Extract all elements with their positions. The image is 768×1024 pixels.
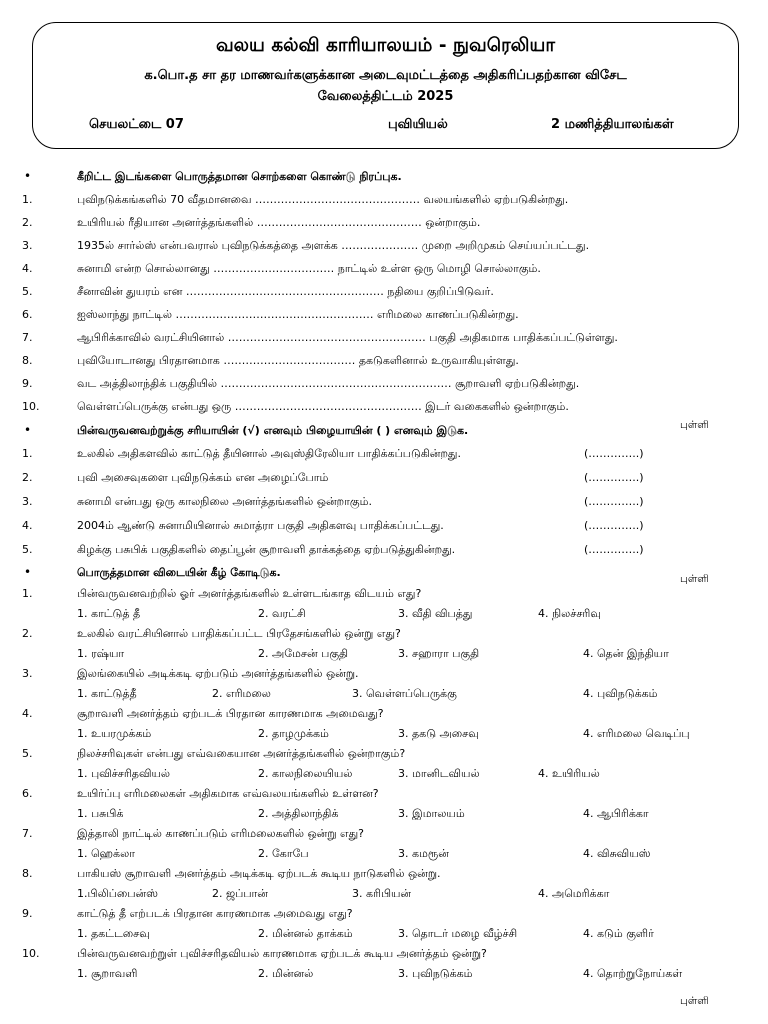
mcq-options (0, 607, 768, 627)
item-number: 2. (22, 216, 33, 229)
option[interactable]: 2. எரிமலை (212, 687, 271, 700)
option[interactable]: 4. நிலச்சரிவு (538, 607, 601, 620)
item-text: உயிரியல் ரீதியான அனர்த்தங்களில் ……………………………………… ஒன்றாகும். (77, 216, 481, 229)
option[interactable]: 4. அமெரிக்கா (538, 887, 610, 900)
mcq-options (0, 887, 768, 907)
section2-instruction: பின்வருவனவற்றுக்கு சரியாயின் (√) எனவும் பிழையாயின் ( ) எனவும் இடுக. (77, 424, 469, 437)
mcq-question (0, 747, 768, 767)
fill-item (0, 262, 768, 282)
option[interactable]: 3. இமாலயம் (398, 807, 465, 820)
item-text: உலகில் அதிகளவில் காட்டுத் தீயினால் அவுஸ்திரேலியா பாதிக்கப்படுகின்றது. (77, 447, 461, 460)
fill-item (0, 308, 768, 328)
question-text: இத்தாலி நாட்டில் காணப்படும் எரிமலைகளில் ஒன்று எது? (77, 827, 364, 840)
item-text: வட அத்திலாந்திக் பகுதியில் ……………………………………………………… சூறாவளி ஏற்படுகின்றது. (77, 377, 580, 390)
item-number: 7. (22, 331, 33, 344)
option[interactable]: 3. சஹாரா பகுதி (398, 647, 480, 660)
mcq-options (0, 647, 768, 667)
question-text: பின்வருவனவற்றில் ஓர் அனர்த்தங்களில் உள்ளடங்காத விடயம் எது? (77, 587, 422, 600)
option[interactable]: 3. தொடர் மழை வீழ்ச்சி (398, 927, 518, 940)
question-text: காட்டுத் தீ எற்படக் பிரதான காரணமாக அமைவது எது? (77, 907, 353, 920)
section1-heading (0, 170, 768, 190)
truefalse-item (0, 543, 768, 563)
mcq-question (0, 667, 768, 687)
item-number: 2. (22, 471, 33, 484)
option[interactable]: 4. விசுவியஸ் (583, 847, 651, 860)
option[interactable]: 2. மின்னல் தாக்கம் (258, 927, 353, 940)
subtitle-line-1: க.பொ.த சா தர மாணவர்களுக்கான அடைவுமட்டத்தை அதிகரிப்பதற்கான விசேட (144, 68, 627, 83)
question-number: 10. (22, 947, 40, 960)
section2-heading (0, 419, 768, 444)
mcq-options (0, 847, 768, 867)
option[interactable]: 4. புவிநடுக்கம் (583, 687, 658, 700)
item-text: புவிநடுக்கங்களில் 70 வீதமானவை ……………………………………… வலயங்களில் ஏற்படுகின்றது. (77, 193, 569, 206)
item-text: சுனாமி என்ற சொல்லானது …………………………… நாட்டில் உள்ள ஒரு மொழி சொல்லாகும். (77, 262, 541, 275)
option[interactable]: 2. கோபே (258, 847, 309, 860)
option[interactable]: 2. தாழமுக்கம் (258, 727, 329, 740)
mcq-question (0, 827, 768, 847)
question-number: 6. (22, 787, 33, 800)
item-text: சுனாமி என்பது ஒரு காலநிலை அனர்த்தங்களில் ஒன்றாகும். (77, 495, 372, 508)
mcq-question (0, 947, 768, 967)
question-text: சூறாவளி அனர்த்தம் ஏற்படக் பிரதான காரணமாக அமைவது? (77, 707, 384, 720)
option[interactable]: 2. ஜப்பான் (212, 887, 268, 900)
marks-label: புள்ளி (680, 573, 709, 585)
option[interactable]: 4. கடும் குளிர் (583, 927, 654, 940)
item-number: 1. (22, 193, 33, 206)
mcq-options (0, 927, 768, 947)
item-number: 9. (22, 377, 33, 390)
question-number: 4. (22, 707, 33, 720)
activity-label: செயலட்டை 07 (89, 117, 184, 132)
item-number: 3. (22, 239, 33, 252)
question-number: 5. (22, 747, 33, 760)
question-text: பின்வருவனவற்றுள் புவிச்சரிதவியல் காரணமாக ஏற்படக் கூடிய அனர்த்தம் ஒன்று? (77, 947, 487, 960)
option[interactable]: 3. கமரூன் (398, 847, 449, 860)
truefalse-item (0, 447, 768, 467)
option[interactable]: 1. காட்டுத்தீ (77, 687, 137, 700)
option[interactable]: 4. தென் இந்தியா (583, 647, 669, 660)
truefalse-item (0, 495, 768, 515)
question-number: 1. (22, 587, 33, 600)
item-text: கிழக்கு பசுபிக் பகுதிகளில் தைப்பூன் சூறாவளி தாக்கத்தை ஏற்படுத்துகின்றது. (77, 543, 456, 556)
mcq-options (0, 687, 768, 707)
truefalse-item (0, 471, 768, 491)
page-title: வலய கல்வி காரியாலயம் - நுவரெலியா (215, 35, 556, 56)
fill-item (0, 285, 768, 305)
question-text: உலகில் வரட்சியினால் பாதிக்கப்பட்ட பிரதேசங்களில் ஒன்று எது? (77, 627, 401, 640)
option[interactable]: 1. ரஷ்யா (77, 647, 125, 660)
option[interactable]: 1. ஹெக்லா (77, 847, 135, 860)
option[interactable]: 1. காட்டுத் தீ (77, 607, 141, 620)
option[interactable]: 3. மானிடவியல் (398, 767, 480, 780)
answer-blank[interactable]: (…………..) (584, 495, 644, 508)
bullet-icon: • (24, 423, 32, 437)
item-number: 8. (22, 354, 33, 367)
item-text: 1935ல் சார்ல்ஸ் என்பவரால் புவிநடுக்கத்தை அளக்க ………………… முறை அறிமுகம் செய்யப்பட்டது. (77, 239, 590, 252)
item-text: புவியோடானது பிரதானமாக ……………………………… தகடுகளினால் உருவாகியுள்ளது. (77, 354, 519, 367)
truefalse-item (0, 519, 768, 539)
question-number: 9. (22, 907, 33, 920)
item-number: 3. (22, 495, 33, 508)
question-text: இலங்கையில் அடிக்கடி ஏற்படும் அனர்த்தங்களில் ஒன்று. (77, 667, 359, 680)
item-text: சீனாவின் துயரம் என ……………………………………………… நதியை குறிப்பிடுவர். (77, 285, 494, 298)
item-text: புவி அசைவுகளை புவிநடுக்கம் என அழைப்போம் (77, 471, 329, 484)
fill-item (0, 354, 768, 374)
mcq-options (0, 727, 768, 747)
item-text: ஆபிரிக்காவில் வரட்சியினால் ……………………………………………… பகுதி அதிகமாக பாதிக்கப்பட்டுள்ளது. (77, 331, 618, 344)
question-number: 3. (22, 667, 33, 680)
option[interactable]: 3. வெள்ளப்பெருக்கு (352, 687, 457, 700)
duration-label: 2 மணித்தியாலங்கள் (551, 117, 674, 132)
header-box (32, 22, 739, 149)
option[interactable]: 1.பிலிப்பைன்ஸ் (77, 887, 158, 900)
answer-blank[interactable]: (…………..) (584, 543, 644, 556)
fill-item (0, 216, 768, 236)
item-number: 5. (22, 285, 33, 298)
option[interactable]: 2. வரட்சி (258, 607, 306, 620)
fill-item (0, 239, 768, 259)
option[interactable]: 2. மின்னல் (258, 967, 314, 980)
mcq-options (0, 967, 768, 987)
mcq-question (0, 627, 768, 647)
mcq-question (0, 787, 768, 807)
subject-label: புவியியல் (388, 117, 448, 132)
item-number: 4. (22, 519, 33, 532)
option[interactable]: 1. உயரமுக்கம் (77, 727, 152, 740)
option[interactable]: 3. கரிபியன் (352, 887, 412, 900)
question-number: 2. (22, 627, 33, 640)
section3-instruction: பொருத்தமான விடையின் கீழ் கோடிடுக. (77, 566, 281, 579)
option[interactable]: 3. தகடு அசைவு (398, 727, 479, 740)
option[interactable]: 1. தகட்டசைவு (77, 927, 150, 940)
option[interactable]: 1. பசுபிக் (77, 807, 124, 820)
fill-item (0, 331, 768, 351)
subtitle-line-2: வேலைத்திட்டம் 2025 (317, 89, 454, 104)
mcq-question (0, 867, 768, 887)
option[interactable]: 2. அமேசன் பகுதி (258, 647, 349, 660)
fill-item (0, 400, 768, 420)
bullet-icon: • (24, 565, 32, 579)
marks-label: புள்ளி (680, 995, 709, 1007)
item-number: 1. (22, 447, 33, 460)
mcq-options (0, 807, 768, 827)
section1-instruction: கீறிட்ட இடங்களை பொருத்தமான சொற்களை கொண்டு நிரப்புக. (77, 170, 402, 183)
option[interactable]: 4. தொற்றுநோய்கள் (583, 967, 683, 980)
footer-row (0, 995, 768, 1015)
mcq-options (0, 767, 768, 787)
item-text: வெள்ளப்பெருக்கு என்பது ஒரு …………………………………………… இடர் வகைகளில் ஒன்றாகும். (77, 400, 569, 413)
option[interactable]: 3. வீதி விபத்து (398, 607, 473, 620)
item-text: ஐஸ்லாந்து நாட்டில் ……………………………………………… எரிமலை காணப்படுகின்றது. (77, 308, 519, 321)
option[interactable]: 2. அத்திலாந்திக் (258, 807, 339, 820)
answer-blank[interactable]: (…………..) (584, 447, 644, 460)
option[interactable]: 2. காலநிலையியல் (258, 767, 353, 780)
item-number: 5. (22, 543, 33, 556)
fill-item (0, 377, 768, 397)
option[interactable]: 4. ஆபிரிக்கா (583, 807, 649, 820)
option[interactable]: 1. சூறாவளி (77, 967, 138, 980)
option[interactable]: 4. உயிரியல் (538, 767, 600, 780)
mcq-question (0, 707, 768, 727)
mcq-question (0, 587, 768, 607)
item-text: 2004ம் ஆண்டு சுனாமியினால் சுமாத்ரா பகுதி அதிகளவு பாதிக்கப்பட்டது. (77, 519, 444, 532)
mcq-question (0, 907, 768, 927)
question-text: பாகியஸ் சூறாவளி அனர்த்தம் அடிக்கடி ஏற்படக் கூடிய நாடுகளில் ஒன்று. (77, 867, 441, 880)
option[interactable]: 1. புவிச்சரிதவியல் (77, 767, 171, 780)
bullet-icon: • (24, 169, 32, 183)
fill-item (0, 193, 768, 213)
item-number: 10. (22, 400, 40, 413)
option[interactable]: 4. எரிமலை வெடிப்பு (583, 727, 690, 740)
question-text: உயிர்ப்பு எரிமலைகள் அதிகமாக எவ்வலயங்களில் உள்ளன? (77, 787, 379, 800)
marks-label: புள்ளி (680, 419, 709, 431)
question-number: 8. (22, 867, 33, 880)
item-number: 6. (22, 308, 33, 321)
question-number: 7. (22, 827, 33, 840)
section3-heading (0, 566, 768, 586)
question-text: நிலச்சரிவுகள் என்பது எவ்வகையான அனர்த்தங்களில் ஒன்றாகும்? (77, 747, 406, 760)
answer-blank[interactable]: (…………..) (584, 471, 644, 484)
item-number: 4. (22, 262, 33, 275)
option[interactable]: 3. புவிநடுக்கம் (398, 967, 473, 980)
answer-blank[interactable]: (…………..) (584, 519, 644, 532)
